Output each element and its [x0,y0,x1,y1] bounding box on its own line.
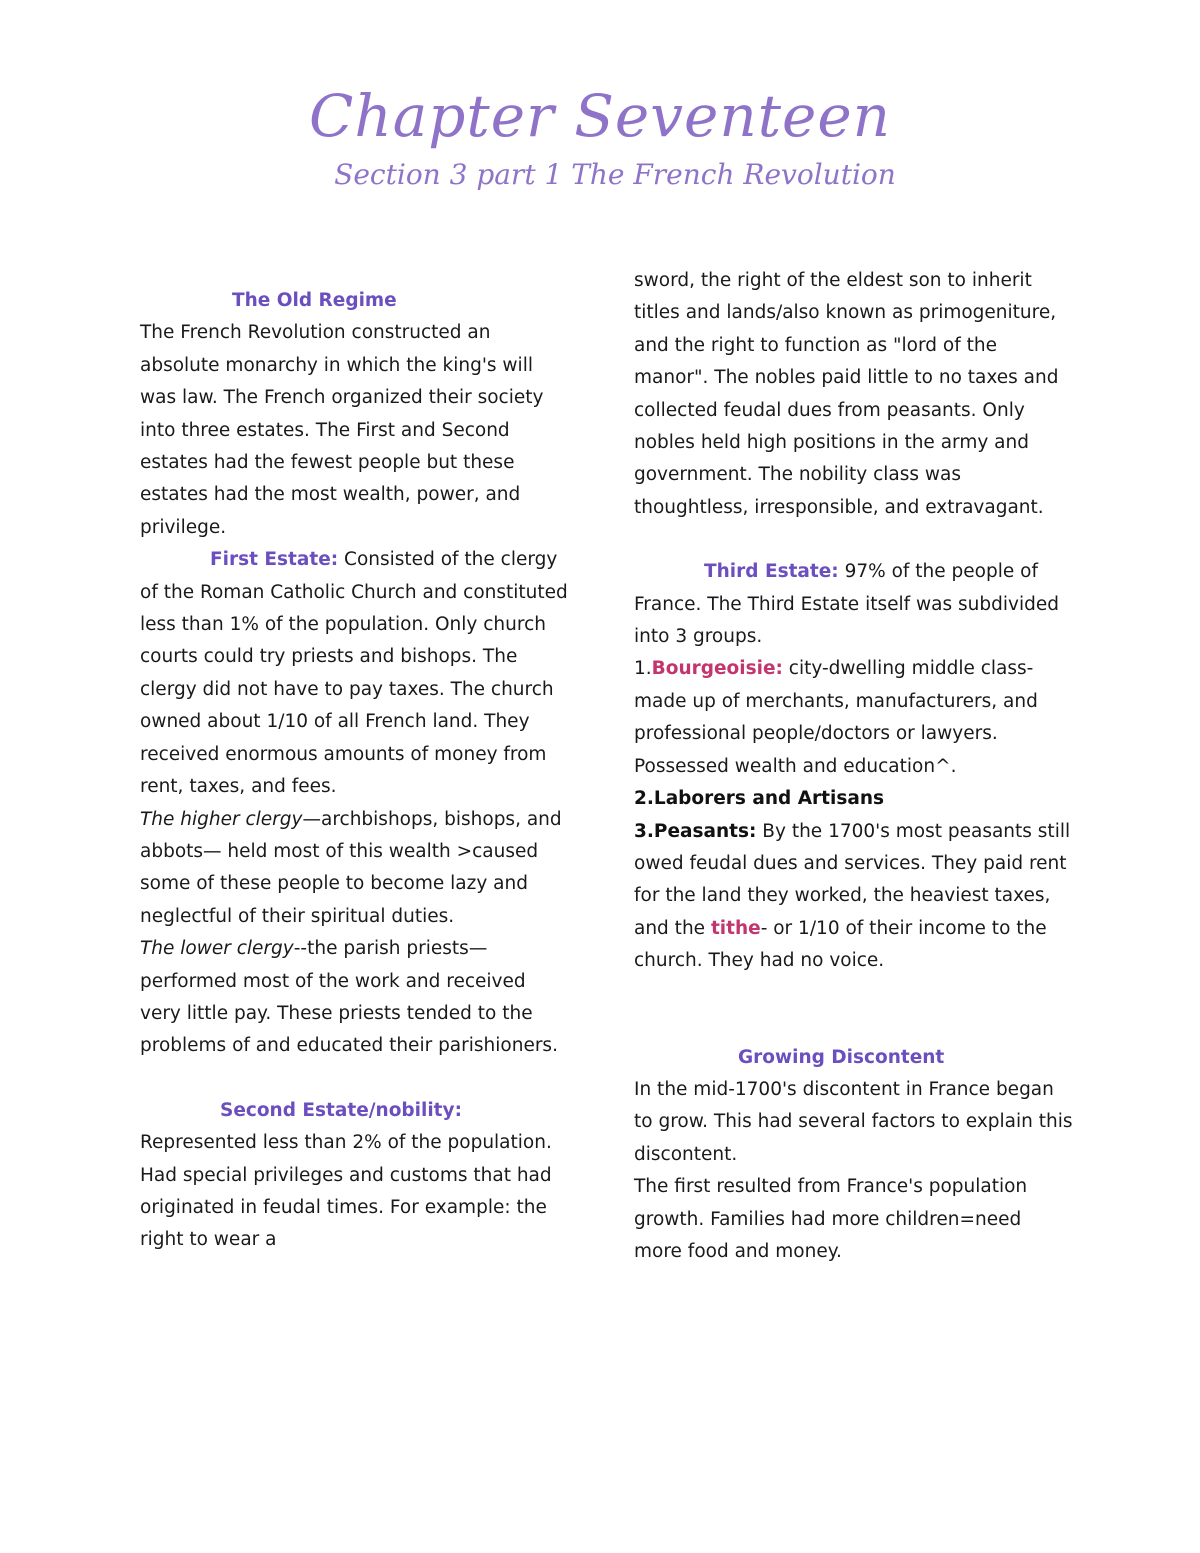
group-peasants [634,816,1074,978]
third-estate-label: Third Estate: [704,561,839,583]
lower-clergy-paragraph [140,933,570,1063]
third-estate-text: 97% of the people of France. The Third Estate itself was subdivided into 3 groups. [634,561,1059,648]
bourgeoisie-label: Bourgeoisie: [651,658,783,680]
peasants-text-a: By the 1700's most peasants still owed feudal dues and services. They paid rent for the land they worked, the heaviest taxes, and the [634,820,1071,939]
discontent-paragraph-2: The first resulted from France's population growth. Families had more children=need more food and money. [634,1176,1028,1262]
chapter-title: Chapter Seventeen [308,82,892,150]
higher-clergy-term: The higher clergy [140,808,303,830]
group-bourgeoisie [634,653,1074,783]
growing-discontent-heading: Growing Discontent [738,1046,945,1068]
peasants-text-b: - or 1/10 of their income to the church. They had no voice. [634,917,1047,972]
spacer [140,1063,570,1095]
second-estate-heading: Second Estate/nobility: [220,1099,462,1121]
discontent-paragraph-1: In the mid-1700's discontent in France began to grow. This had several factors to explain this discontent. [634,1078,1073,1165]
group-laborers: 2.Laborers and Artisans [634,788,885,810]
peasants-label: 3.Peasants: [634,820,757,842]
tithe-label: tithe [710,917,761,939]
higher-clergy-text: —archbishops, bishops, and abbots— held most of this wealth >caused some of these people to become lazy and neglectful of their spiritual duties. [140,808,562,927]
higher-clergy-paragraph [140,804,570,934]
nobility-continued-paragraph: sword, the right of the eldest son to inherit titles and lands/also known as primogeniture, and the right to function as "lord of the manor". The nobles paid little to no taxes and collected feudal dues from peasants. Only nobles held high positions in the army and government. The nobility class was thoughtless, irresponsible, and extravagant. [634,270,1059,518]
left-column [140,285,570,1257]
first-estate-label: First Estate: [210,549,339,571]
group1-number: 1. [634,658,652,680]
bourgeoisie-text: city-dwelling middle class-made up of merchants, manufacturers, and professional people/doctors or lawyers. Possessed wealth and education^. [634,658,1038,777]
spacer [634,978,1074,1042]
section-title: Section 3 part 1 The French Revolution [334,158,896,191]
lower-clergy-term: The lower clergy [140,938,294,960]
third-estate-paragraph [634,556,1074,653]
first-estate-paragraph [140,544,570,803]
old-regime-paragraph: The French Revolution constructed an absolute monarchy in which the king's will was law. The French organized their society into three estates. The First and Second estates had the fewest people but these estates had the most wealth, power, and privilege. [140,322,544,538]
spacer [634,524,1074,556]
old-regime-heading: The Old Regime [232,290,397,311]
second-estate-paragraph: Represented less than 2% of the population. Had special privileges and customs that had originated in feudal times. For example: the right to wear a [140,1132,552,1251]
lower-clergy-text: --the parish priests—performed most of the work and received very little pay. These priests tended to the problems of and educated their parishioners. [140,938,558,1057]
first-estate-text: Consisted of the clergy of the Roman Catholic Church and constituted less than 1% of the population. Only church courts could try priests and bishops. The clergy did not have to pay taxes. The church owned about 1/10 of all French land. They received enormous amounts of money from rent, taxes, and fees. [140,549,568,798]
right-column [634,265,1074,1268]
